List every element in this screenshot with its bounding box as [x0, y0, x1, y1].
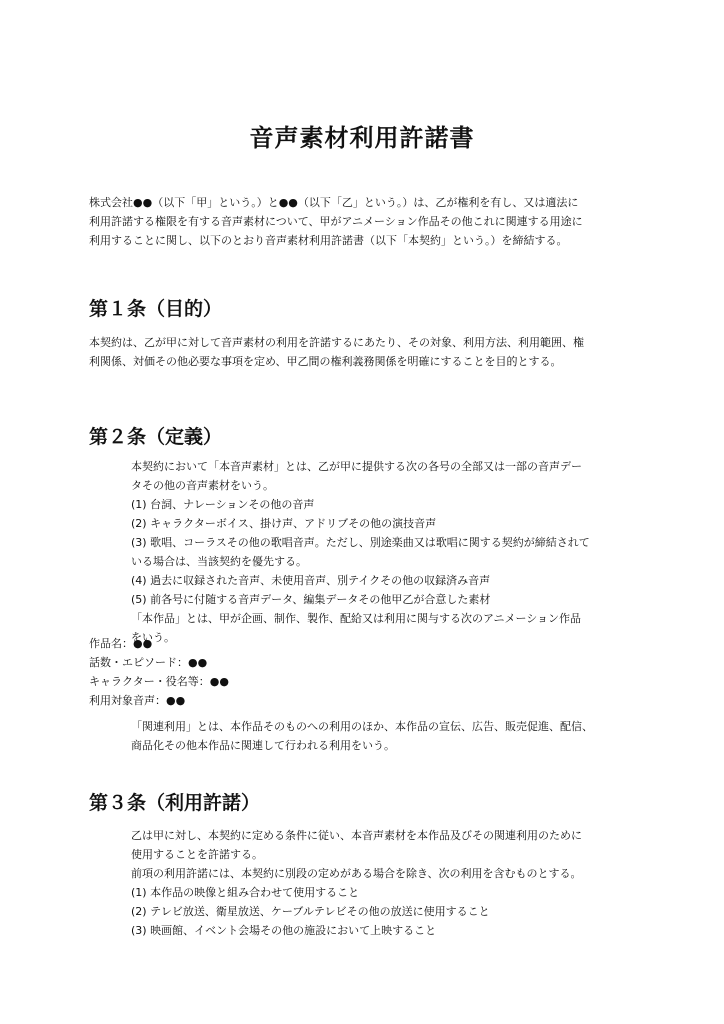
- article1-body: [89, 333, 584, 371]
- text-line: (2) キャラクターボイス、掛け声、アドリブその他の演技音声: [131, 517, 437, 530]
- text-line: 株式会社●●（以下「甲」という。）と●●（以下「乙」という。）は、乙が権利を有し、又は適法に: [89, 196, 579, 209]
- text-line: いる場合は、当該契約を優先する。: [131, 555, 307, 568]
- text-line: 商品化その他本作品に関連して行われる利用をいう。: [131, 739, 395, 752]
- article1-heading: 第１条（目的）: [89, 298, 223, 320]
- field-line: 利用対象音声：●●: [89, 694, 186, 707]
- text-line: (2) テレビ放送、衛星放送、ケーブルテレビその他の放送に使用すること: [131, 905, 490, 918]
- text-line: 利関係、対価その他必要な事項を定め、甲乙間の権利義務関係を明確にすることを目的とする。: [89, 355, 562, 368]
- text-line: 本契約は、乙が甲に対して音声素材の利用を許諾するにあたり、その対象、利用方法、利用範囲、権: [89, 336, 584, 349]
- text-line: (4) 過去に収録された音声、未使用音声、別テイクその他の収録済み音声: [131, 574, 491, 587]
- text-line: (3) 歌唱、コーラスその他の歌唱音声。ただし、別途楽曲又は歌唱に関する契約が締結されて: [131, 536, 590, 549]
- field-line: 話数・エピソード：●●: [89, 656, 208, 669]
- text-line: をいう。: [131, 631, 175, 644]
- text-line: (1) 台詞、ナレーションその他の音声: [131, 498, 315, 511]
- text-line: 「本作品」とは、甲が企画、制作、製作、配給又は利用に関与する次のアニメーション作品: [131, 612, 582, 625]
- field-line: 作品名：●●: [89, 637, 153, 650]
- field-line: キャラクター・役名等：●●: [89, 675, 229, 688]
- text-line: タその他の音声素材をいう。: [131, 479, 274, 492]
- article3-heading: 第３条（利用許諾）: [89, 792, 261, 814]
- intro-paragraph: [89, 193, 583, 250]
- text-line: 「関連利用」とは、本作品そのものへの利用のほか、本作品の宣伝、広告、販売促進、配信、: [131, 720, 593, 733]
- article2-fields: [89, 634, 229, 710]
- text-line: (3) 映画館、イベント会場その他の施設において上映すること: [131, 924, 437, 937]
- text-line: 利用することに関し、以下のとおり音声素材利用許諾書（以下「本契約」という。）を締結する。: [89, 234, 568, 247]
- text-line: (5) 前各号に付随する音声データ、編集データその他甲乙が合意した素材: [131, 593, 491, 606]
- article2-related: [131, 717, 593, 755]
- text-line: 使用することを許諾する。: [131, 848, 263, 861]
- text-line: 前項の利用許諾には、本契約に別段の定めがある場合を除き、次の利用を含むものとする。: [131, 867, 582, 880]
- text-line: 利用許諾する権限を有する音声素材について、甲がアニメーション作品その他これに関連する用途に: [89, 215, 583, 228]
- text-line: (1) 本作品の映像と組み合わせて使用すること: [131, 886, 360, 899]
- document-title: 音声素材利用許諾書: [249, 124, 475, 152]
- article3-body: [131, 826, 582, 940]
- article2-body: [131, 457, 590, 647]
- article2-heading: 第２条（定義）: [89, 426, 223, 448]
- text-line: 乙は甲に対し、本契約に定める条件に従い、本音声素材を本作品及びその関連利用のために: [131, 829, 582, 842]
- text-line: 本契約において「本音声素材」とは、乙が甲に提供する次の各号の全部又は一部の音声デー: [131, 460, 582, 473]
